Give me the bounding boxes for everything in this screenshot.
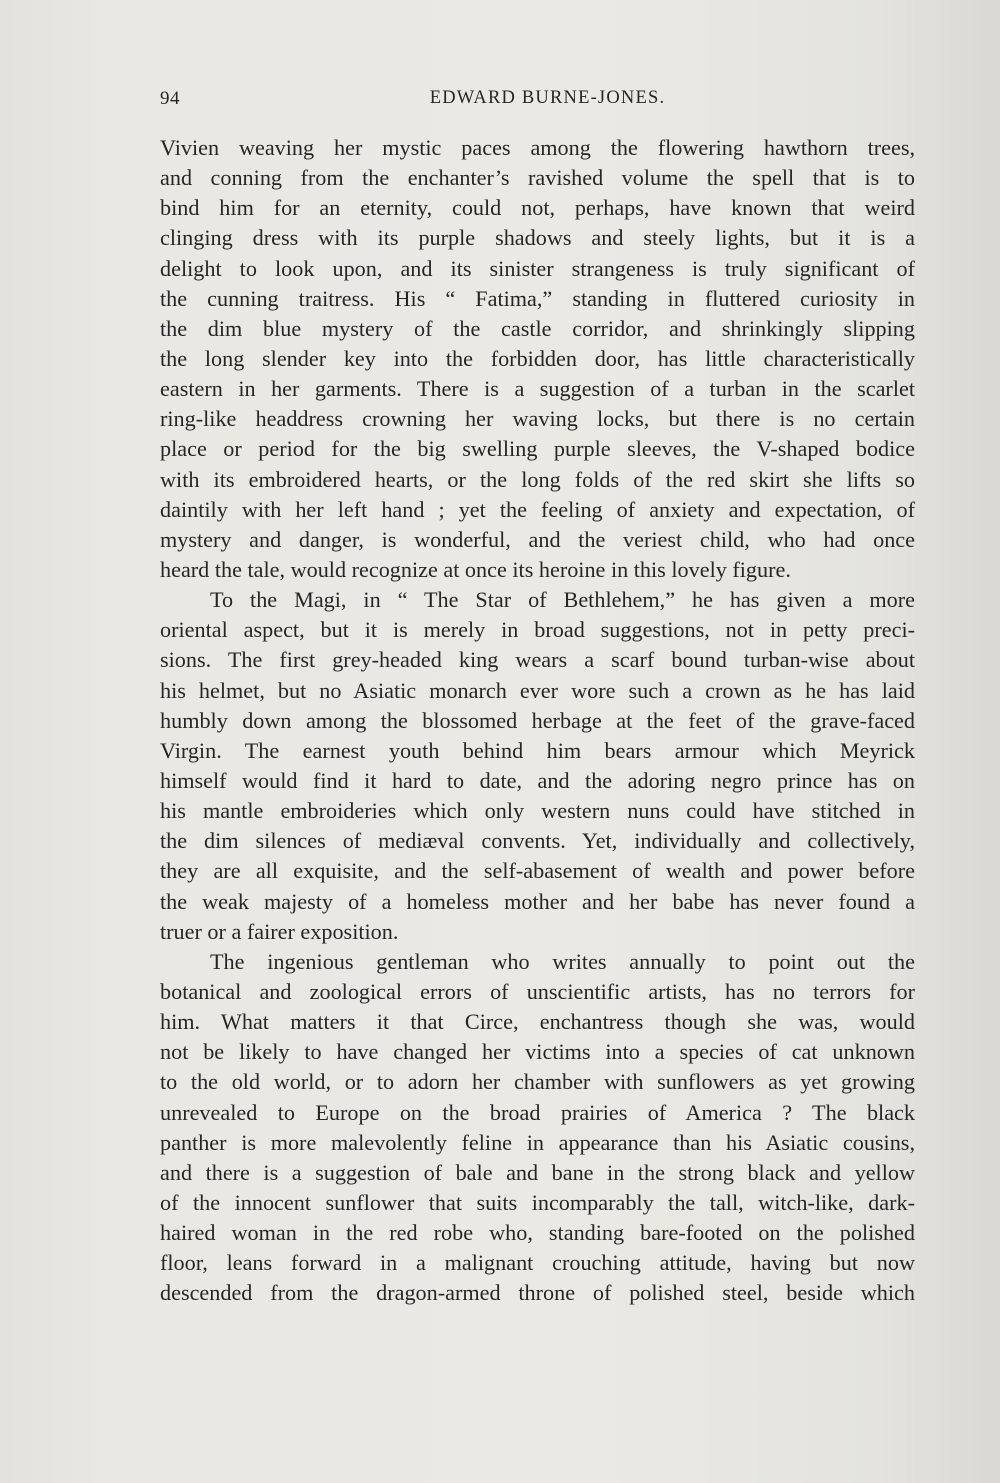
text-line: delight to look upon, and its sinister strangeness is truly significant of (160, 255, 915, 281)
text-line: To the Magi, in “ The Star of Bethlehem,” he has given a more (210, 587, 915, 613)
text-line: himself would find it hard to date, and the adoring negro prince has on (160, 767, 915, 793)
page-number: 94 (160, 88, 180, 109)
paragraph (160, 133, 915, 585)
paragraph (160, 585, 915, 947)
text-line: oriental aspect, but it is merely in broad suggestions, not in petty preci- (160, 617, 915, 643)
text-line: the dim silences of mediæval convents. Yet, individually and collectively, (160, 828, 915, 854)
text-line: heard the tale, would recognize at once its heroine in this lovely figure. (160, 556, 791, 582)
text-line: Vivien weaving her mystic paces among the flowering hawthorn trees, (160, 135, 915, 160)
text-line: bind him for an eternity, could not, perhaps, have known that weird (160, 195, 915, 221)
text-line: the weak majesty of a homeless mother and her babe has never found a (160, 888, 915, 914)
text-line: daintily with her left hand ; yet the feeling of anxiety and expectation, of (160, 496, 915, 522)
running-title: EDWARD BURNE-JONES. (429, 88, 666, 108)
text-line: The ingenious gentleman who writes annually to point out the (210, 948, 915, 974)
text-line: Virgin. The earnest youth behind him bears armour which Meyrick (160, 737, 915, 763)
text-line: to the old world, or to adorn her chamber with sunflowers as yet growing (160, 1069, 915, 1095)
body-text (160, 133, 915, 1308)
text-line: the long slender key into the forbidden door, has little characteristically (160, 345, 915, 371)
text-line: the dim blue mystery of the castle corridor, and shrinkingly slipping (160, 315, 915, 341)
text-line: descended from the dragon-armed throne of polished steel, beside which (160, 1280, 915, 1306)
text-line: eastern in her garments. There is a suggestion of a turban in the scarlet (160, 376, 915, 402)
text-line: the cunning traitress. His “ Fatima,” standing in fluttered curiosity in (160, 285, 915, 311)
text-line: mystery and danger, is wonderful, and the veriest child, who had once (160, 526, 915, 552)
text-line: and conning from the enchanter’s ravished volume the spell that is to (160, 165, 915, 191)
text-line: panther is more malevolently feline in appearance than his Asiatic cousins, (160, 1129, 915, 1155)
text-line: humbly down among the blossomed herbage at the feet of the grave-faced (160, 707, 915, 733)
text-line: and there is a suggestion of bale and bane in the strong black and yellow (160, 1159, 915, 1185)
text-line: place or period for the big swelling purple sleeves, the V-shaped bodice (160, 436, 915, 462)
text-line: unrevealed to Europe on the broad prairies of America ? The black (160, 1099, 915, 1125)
text-line: sions. The first grey-headed king wears a scarf bound turban-wise about (160, 647, 915, 673)
text-line: his mantle embroideries which only western nuns could have stitched in (160, 798, 915, 824)
text-line: haired woman in the red robe who, standing bare-footed on the polished (160, 1220, 915, 1246)
text-line: truer or a fairer exposition. (160, 918, 399, 944)
text-line: clinging dress with its purple shadows and steely lights, but it is a (160, 225, 915, 251)
text-line: his helmet, but no Asiatic monarch ever wore such a crown as he has laid (160, 677, 915, 703)
paragraph (160, 947, 915, 1309)
text-line: ring-like headdress crowning her waving locks, but there is no certain (160, 406, 915, 432)
text-line: with its embroidered hearts, or the long folds of the red skirt she lifts so (160, 466, 915, 492)
text-line: botanical and zoological errors of unscientific artists, has no terrors for (160, 978, 915, 1004)
text-line: of the innocent sunflower that suits incomparably the tall, witch-like, dark- (160, 1189, 915, 1215)
text-line: not be likely to have changed her victims into a species of cat unknown (160, 1039, 915, 1065)
text-line: floor, leans forward in a malignant crouching attitude, having but now (160, 1250, 915, 1276)
text-line: they are all exquisite, and the self-abasement of wealth and power before (160, 858, 915, 884)
text-line: him. What matters it that Circe, enchantress though she was, would (160, 1009, 915, 1035)
running-header (160, 88, 915, 116)
